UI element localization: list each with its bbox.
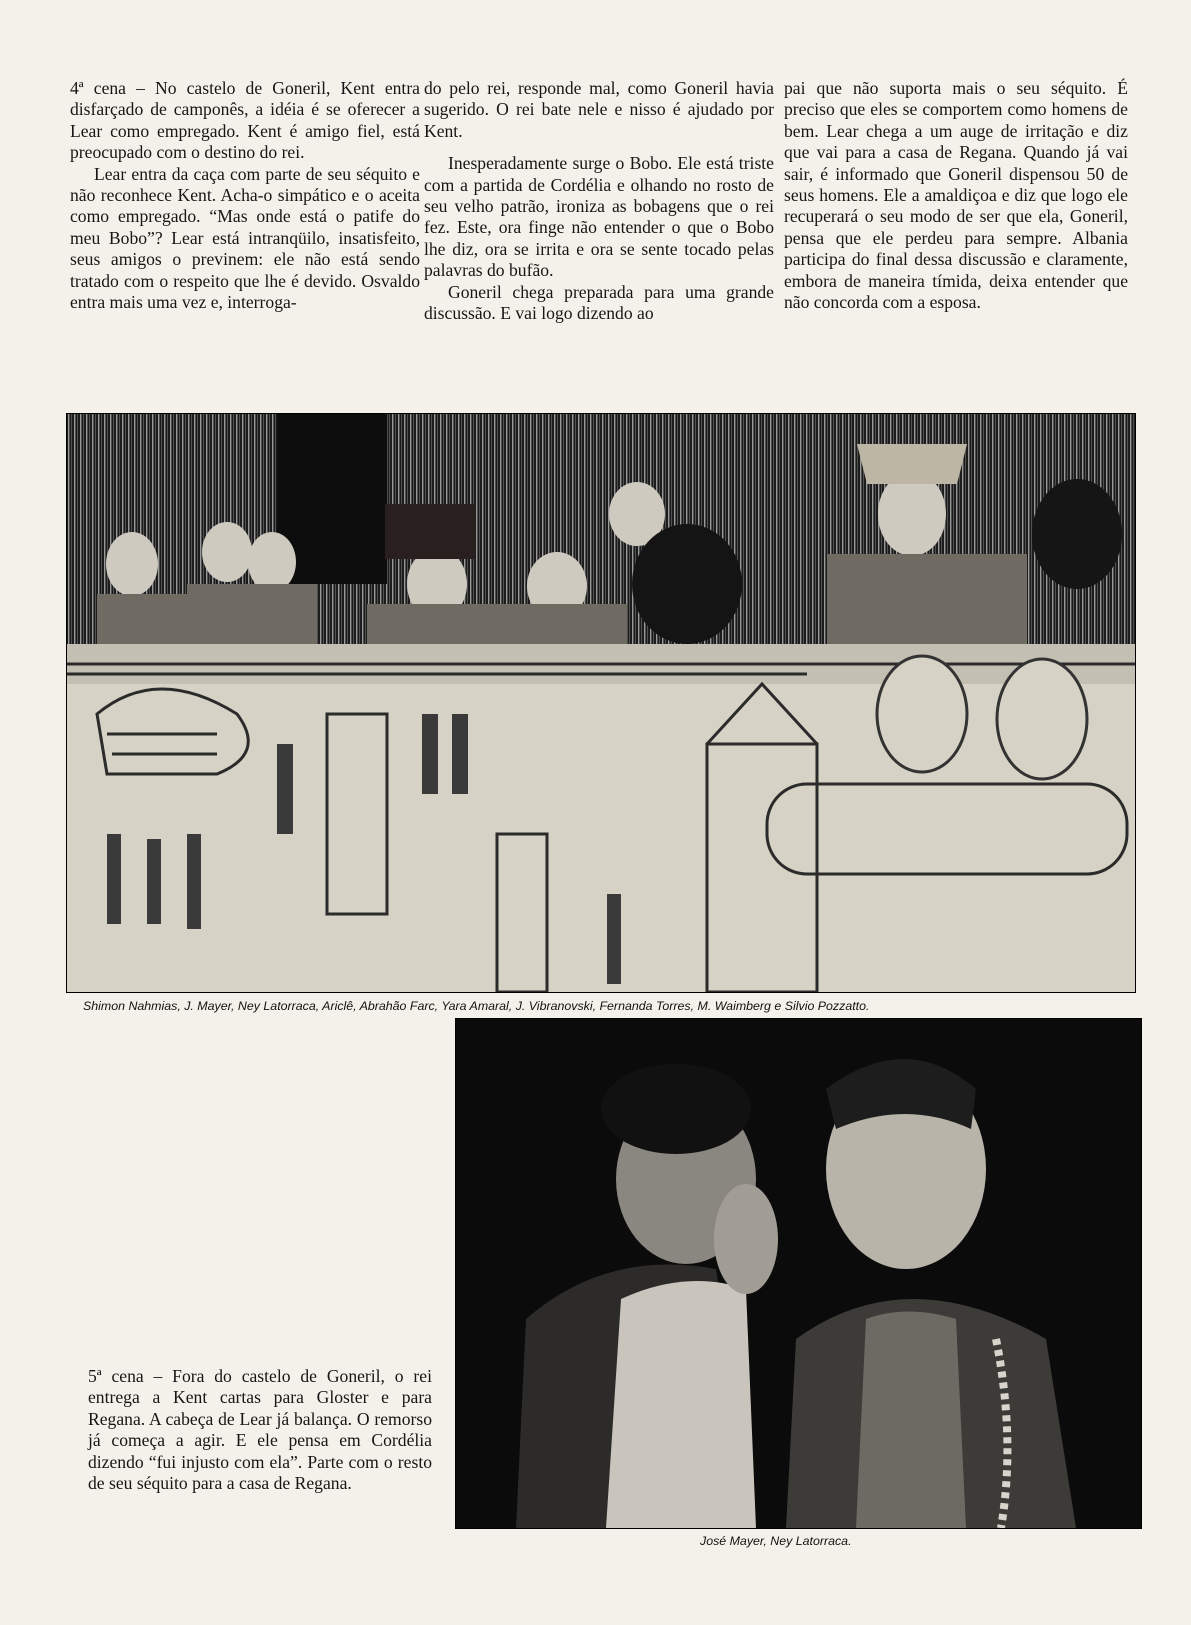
osvaldo-paragraph: do pelo rei, responde mal, como Goneril havia sugerido. O rei bate nele e nisso é ajudado por Kent. <box>424 78 774 141</box>
duo-photo-image <box>456 1019 1141 1528</box>
duo-photo-caption: José Mayer, Ney Latorraca. <box>700 1534 852 1548</box>
bobo-paragraph: Inesperadamente surge o Bobo. Ele está triste com a partida de Cordélia e olhando no rosto de seu velho patrão, ironiza as bobagens que o rei fez. Este, ora finge não entender o que o Bobo lhe diz, ora se irrita e ora se sente tocado pelas palavras do bufão. <box>424 153 774 281</box>
lear-irritation-paragraph: pai que não suporta mais o seu séquito. É preciso que eles se comportem como homens de bem. Lear chega a um auge de irritação e diz que vai para a casa de Regana. Quando já vai sair, é informado que Goneril dispensou 50 de seus homens. Ele a amaldiçoa e diz que logo ele recuperará o seu modo de ser que ela, Goneril, pensa que ele perdeu para sempre. Albania participa do final dessa discussão e claramente, embora de maneira tímida, deixa entender que não concorda com a esposa. <box>784 78 1128 313</box>
scene5-paragraph: 5ª cena – Fora do castelo de Goneril, o rei entrega a Kent cartas para Gloster e para Regana. A cabeça de Lear já balança. O remorso já começa a agir. E ele pensa em Cordélia dizendo “fui injusto com ela”. Parte com o resto de seu séquito para a casa de Regana. <box>88 1366 432 1494</box>
stage-photo-duo <box>455 1018 1142 1529</box>
text-column-2 <box>424 78 774 324</box>
ensemble-photo-image <box>67 414 1135 992</box>
stage-photo-ensemble <box>66 413 1136 993</box>
scene4-paragraph: 4ª cena – No castelo de Goneril, Kent entra disfarçado de camponês, a idéia é se oferecer a Lear como empregado. Kent é amigo fiel, está preocupado com o destino do rei. <box>70 78 420 163</box>
text-scene5 <box>88 1366 432 1494</box>
goneril-paragraph: Goneril chega preparada para uma grande discussão. E vai logo dizendo ao <box>424 281 774 324</box>
text-column-1 <box>70 78 420 313</box>
text-column-3 <box>784 78 1128 313</box>
lear-enters-paragraph: Lear entra da caça com parte de seu séquito e não reconhece Kent. Acha-o simpático e o aceita como empregado. “Mas onde está o patife do meu Bobo”? Lear está intranqüilo, insatisfeito, seus amigos o previnem: ele não está sendo tratado com o respeito que lhe é devido. Osvaldo entra mais uma vez e, interroga- <box>70 163 420 313</box>
ensemble-photo-caption: Shimon Nahmias, J. Mayer, Ney Latorraca, Ariclê, Abrahão Farc, Yara Amaral, J. Vibranovski, Fernanda Torres, M. Waimberg e Silvio Pozzatto. <box>83 999 870 1013</box>
